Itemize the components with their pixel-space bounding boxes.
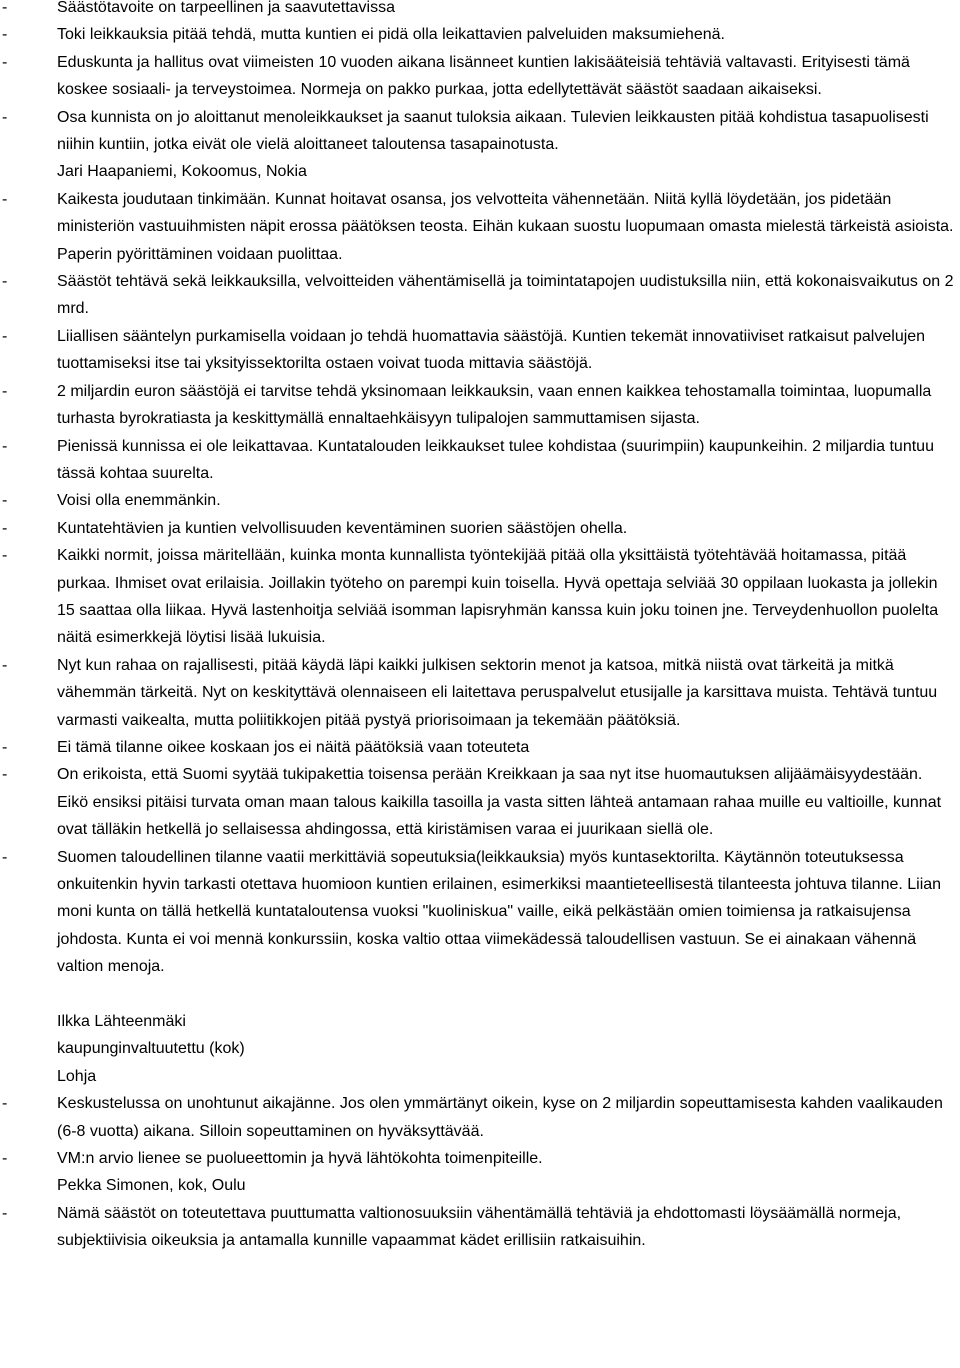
list-item-text: Säästöt tehtävä sekä leikkauksilla, velvoitteiden vähentämisellä ja toimintatapojen uudistuksilla niin, että kokonaisvaikutus on 2 mrd. bbox=[57, 273, 954, 318]
bullet-dash: - bbox=[2, 437, 8, 455]
bullet-dash: - bbox=[2, 656, 8, 674]
list-item-text: Eduskunta ja hallitus ovat viimeisten 10 vuoden aikana lisänneet kuntien lakisääteisiä tehtäviä valtavasti. Erityisesti tämä koskee sosiaali- ja terveystoimea. Normeja on pakko purkaa, jotta edellytettävät säästöt saadaan aikaiseksi. bbox=[57, 53, 910, 99]
list-item bbox=[0, 844, 960, 981]
bullet-dash: - bbox=[2, 738, 8, 756]
list-item-text: Voisi olla enemmänkin. bbox=[57, 492, 221, 510]
list-item-text: Pienissä kunnissa ei ole leikattavaa. Kuntatalouden leikkaukset tulee kohdistaa (suurimpiin) kaupunkeihin. 2 miljardia tuntuu tässä kohtaa suurelta. bbox=[57, 437, 934, 482]
list-item-text: Nämä säästöt on toteutettava puuttumatta valtionosuuksiin vähentämällä tehtäviä ja ehdottomasti löysäämällä normeja, subjektiivisia oikeuksia ja antamalla kunnille vapaammat kädet erillisiin ratkaisuihin. bbox=[57, 1204, 902, 1250]
bullet-dash: - bbox=[2, 108, 8, 126]
author-line: Ilkka Lähteenmäki bbox=[57, 1013, 186, 1031]
list-item bbox=[0, 1090, 960, 1145]
list-item-text: Säästötavoite on tarpeellinen ja saavutettavissa bbox=[57, 0, 395, 16]
list-item-text: Suomen taloudellinen tilanne vaatii merkittäviä sopeutuksia(leikkauksia) myös kuntasektorilta. Käytännön toteutuksessa onkuitenkin hyvin tarkasti otettava huomioon kuntien erilainen, esimerkiksi maantieteellisestä tilanteesta johtuva tilanne. Liian moni kunta on tällä hetkellä kuntataloutensa vuoksi "kuoliniskua" vaille, eikä pelkästään omien toimiensa ja ratkaisujensa johdosta. Kunta ei voi mennä konkurssiin, koska valtio ottaa viimekädessä taloudellisen vastuun. Se ei ainakaan vähennä valtion menoja. bbox=[57, 848, 942, 976]
bullet-dash: - bbox=[2, 382, 8, 400]
bullet-dash: - bbox=[2, 0, 8, 16]
bullet-dash: - bbox=[2, 766, 8, 784]
bullet-dash: - bbox=[2, 190, 8, 208]
list-item bbox=[0, 0, 960, 21]
list-item-text: Kaikesta joudutaan tinkimään. Kunnat hoitavat osansa, jos velvotteita vähennetään. Niitä kyllä löydetään, jos pidetään ministeriön vastuuihmisten näpit erossa päätöksen teosta. Eihän kukaan suostu luopumaan omasta mielestä tärkeistä asioista. Paperin pyörittäminen voidaan puolittaa. bbox=[57, 190, 954, 263]
list-item-text: Ei tämä tilanne oikee koskaan jos ei näitä päätöksiä vaan toteuteta bbox=[57, 738, 530, 756]
list-item bbox=[0, 734, 960, 761]
list-item bbox=[0, 652, 960, 734]
bullet-dash: - bbox=[2, 26, 8, 44]
bullet-dash: - bbox=[2, 273, 8, 291]
bullet-dash: - bbox=[2, 53, 8, 71]
author-line: Pekka Simonen, kok, Oulu bbox=[57, 1177, 246, 1195]
list-item-text: Osa kunnista on jo aloittanut menoleikkaukset ja saanut tuloksia aikaan. Tulevien leikkausten pitää kohdistua tasapuolisesti niihin kuntiin, jotka eivät ole vielä aloittaneet taloutensa tasapainotusta. bbox=[57, 108, 929, 154]
bullet-dash: - bbox=[2, 327, 8, 345]
list-item bbox=[0, 515, 960, 542]
spacer bbox=[0, 981, 960, 1008]
bullet-dash: - bbox=[2, 1150, 8, 1168]
bullet-dash: - bbox=[2, 547, 8, 565]
list-item-text: Kuntatehtävien ja kuntien velvollisuuden keventäminen suorien säästöjen ohella. bbox=[57, 519, 628, 537]
list-item bbox=[0, 49, 960, 104]
bullet-dash: - bbox=[2, 848, 8, 866]
list-item bbox=[0, 104, 960, 159]
author-line: Lohja bbox=[57, 1067, 97, 1085]
list-item-text: Kaikki normit, joissa märitellään, kuinka monta kunnallista työntekijää pitää olla yksittäistä työtehtävää hoitamassa, pitää purkaa. Ihmiset ovat erilaisia. Joillakin työteho on parempi kuin toisella. Hyvä opettaja selviää 30 oppilaan luokasta ja jollekin 15 saattaa olla liikaa. Hyvä lastenhoitja selviää isomman lapisryhmän kanssa kuin joku toinen jne. Terveydenhuollon puolelta näitä esimerkkejä löytisi lisää lukuisia. bbox=[57, 547, 939, 647]
list-item bbox=[0, 378, 960, 433]
list-item-text: VM:n arvio lienee se puolueettomin ja hyvä lähtökohta toimenpiteille. bbox=[57, 1150, 543, 1168]
list-item bbox=[0, 433, 960, 488]
list-item bbox=[0, 761, 960, 843]
bullet-dash: - bbox=[2, 492, 8, 510]
list-item bbox=[0, 186, 960, 268]
author-line: Jari Haapaniemi, Kokoomus, Nokia bbox=[57, 163, 307, 181]
list-item bbox=[0, 1145, 960, 1172]
list-item-text: 2 miljardin euron säästöjä ei tarvitse tehdä yksinomaan leikkauksin, vaan ennen kaikkea tehostamalla toimintaa, luopumalla turhasta byrokratiasta ja keskittymällä ennaltaehkäisyyn tulipalojen sammuttamisen sijasta. bbox=[57, 382, 932, 428]
bullet-dash: - bbox=[2, 1095, 8, 1113]
list-item-text: Keskustelussa on unohtunut aikajänne. Jos olen ymmärtänyt oikein, kyse on 2 miljardin sopeuttamisesta kahden vaalikauden (6-8 vuotta) aikana. Silloin sopeuttaminen on hyväksyttävää. bbox=[57, 1095, 943, 1140]
bullet-dash: - bbox=[2, 1204, 8, 1222]
list-item-text: Toki leikkauksia pitää tehdä, mutta kuntien ei pidä olla leikattavien palveluiden maksumiehenä. bbox=[57, 26, 725, 44]
author-line: kaupunginvaltuutettu (kok) bbox=[57, 1040, 245, 1058]
list-item bbox=[0, 1200, 960, 1255]
list-item bbox=[0, 323, 960, 378]
list-item bbox=[0, 487, 960, 514]
list-item bbox=[0, 268, 960, 323]
list-item-text: Liiallisen sääntelyn purkamisella voidaan jo tehdä huomattavia säästöjä. Kuntien tekemät innovatiiviset ratkaisut palvelujen tuottamiseksi itse tai yksityissektorilta ostaen voivat tuoda mittavia säästöjä. bbox=[57, 327, 926, 373]
list-item-text: Nyt kun rahaa on rajallisesti, pitää käydä läpi kaikki julkisen sektorin menot ja katsoa, mitkä niistä ovat tärkeitä ja mitkä vähemmän tärkeitä. Nyt on keskityttävä olennaiseen eli laitettava peruspalvelut etusijalle ja karsittava muista. Tehtävä tuntuu varmasti vaikealta, mutta poliitikkojen pitää pystyä priorisoimaan ja tekemään päätöksiä. bbox=[57, 656, 938, 729]
list-item bbox=[0, 542, 960, 652]
list-item bbox=[0, 21, 960, 48]
bullet-dash: - bbox=[2, 519, 8, 537]
list-item-text: On erikoista, että Suomi syytää tukipakettia toisensa perään Kreikkaan ja saa nyt itse huomautuksen alijäämäisyydestään. Eikö ensiksi pitäisi turvata oman maan talous kaikilla tasoilla ja vasta sitten lähteä antamaan rahaa muille eu valtioille, kunnat ovat tälläkin hetkellä jo sellaisessa ahdingossa, että kiristämisen varaa ei juurikaan siellä ole. bbox=[57, 766, 942, 839]
